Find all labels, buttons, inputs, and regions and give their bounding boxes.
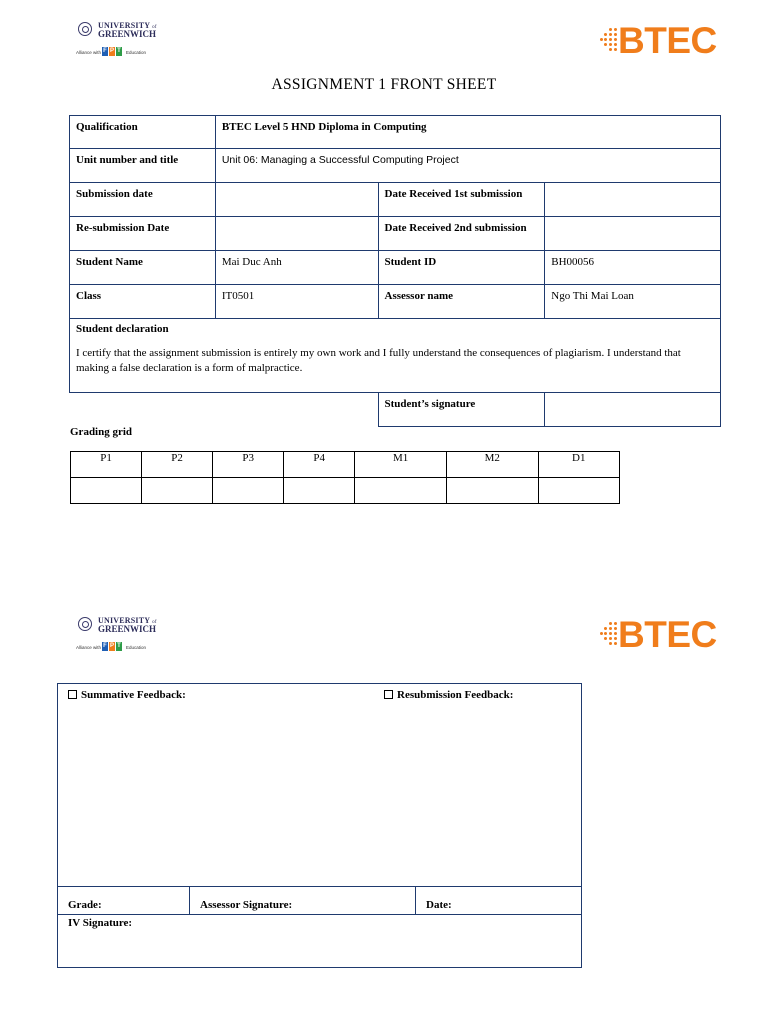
grid-cell-m2[interactable]	[446, 478, 538, 504]
assessor-label: Assessor name	[378, 285, 545, 319]
grid-cell-p4[interactable]	[284, 478, 355, 504]
date-received-1-field[interactable]	[545, 183, 721, 217]
class-label: Class	[70, 285, 216, 319]
grid-header-m1: M1	[355, 452, 447, 478]
fpt-letter: P	[109, 643, 114, 649]
grid-cell-p3[interactable]	[213, 478, 284, 504]
resubmission-checkbox[interactable]	[384, 690, 393, 699]
grid-header-p2: P2	[142, 452, 213, 478]
grid-cell-p2[interactable]	[142, 478, 213, 504]
signature-label: Student’s signature	[378, 393, 545, 427]
fpt-letter: T	[117, 48, 121, 54]
university-of-greenwich-logo-2	[76, 615, 186, 655]
logo-university-text: UNIVERSITY	[98, 616, 150, 625]
signature-field[interactable]	[545, 393, 721, 427]
logo-alliance-text: Alliance with	[76, 50, 102, 55]
fpt-letter: F	[103, 643, 107, 649]
grid-header-d1: D1	[538, 452, 619, 478]
signature-divider	[58, 914, 581, 915]
qualification-label: Qualification	[70, 116, 216, 149]
iv-signature-label: IV Signature:	[68, 917, 133, 929]
crest-icon	[78, 617, 92, 631]
feedback-divider	[58, 886, 581, 887]
btec-logo	[600, 22, 720, 62]
signature-spacer	[70, 393, 379, 427]
submission-date-field[interactable]	[215, 183, 378, 217]
crest-icon	[78, 22, 92, 36]
declaration-text: I certify that the assignment submission is entirely my own work and I fully understand the consequences of plagiarism. I understand that making a false declaration is a form of malpractice.	[76, 347, 681, 374]
logo-of-text: of	[152, 620, 157, 625]
logo-university-text: UNIVERSITY	[98, 21, 150, 30]
grid-cell-p1[interactable]	[71, 478, 142, 504]
grid-cell-m1[interactable]	[355, 478, 447, 504]
btec-wordmark: BTEC	[618, 614, 717, 655]
assessor-signature-label: Assessor Signature:	[200, 899, 293, 911]
student-id-value[interactable]: BH00056	[545, 251, 721, 285]
assessor-value[interactable]: Ngo Thi Mai Loan	[545, 285, 721, 319]
fpt-letter: T	[117, 643, 121, 649]
logo-alliance-text: Alliance with	[76, 645, 102, 650]
declaration-label: Student declaration	[76, 323, 169, 335]
fpt-logo	[102, 642, 122, 651]
grade-divider	[189, 886, 190, 914]
grid-cell-d1[interactable]	[538, 478, 619, 504]
date-label: Date:	[426, 899, 452, 911]
logo-greenwich-text: GREENWICH	[98, 29, 157, 39]
qualification-value: BTEC Level 5 HND Diploma in Computing	[215, 116, 720, 149]
grade-label: Grade:	[68, 899, 102, 911]
date-divider	[415, 886, 416, 914]
resubmission-feedback-label: Resubmission Feedback:	[397, 689, 514, 701]
grid-header-p1: P1	[71, 452, 142, 478]
fpt-logo	[102, 47, 122, 56]
btec-dots-icon	[600, 622, 620, 648]
date-received-1-label: Date Received 1st submission	[378, 183, 545, 217]
grid-header-m2: M2	[446, 452, 538, 478]
unit-value: Unit 06: Managing a Successful Computing Project	[215, 149, 720, 183]
student-id-label: Student ID	[378, 251, 545, 285]
logo-of-text: of	[152, 25, 157, 30]
btec-wordmark: BTEC	[618, 20, 717, 61]
logo-greenwich-text: GREENWICH	[98, 624, 157, 634]
grading-grid	[70, 451, 620, 504]
grid-header-p4: P4	[284, 452, 355, 478]
resubmission-feedback[interactable]	[384, 689, 513, 701]
date-received-2-field[interactable]	[545, 217, 721, 251]
front-sheet-table	[69, 115, 721, 427]
logo-education-text: Education	[126, 645, 147, 650]
class-value[interactable]: IT0501	[215, 285, 378, 319]
logo-education-text: Education	[126, 50, 147, 55]
resubmission-date-label: Re-submission Date	[70, 217, 216, 251]
university-of-greenwich-logo	[76, 20, 186, 60]
submission-date-label: Submission date	[70, 183, 216, 217]
fpt-letter: F	[103, 48, 107, 54]
student-name-label: Student Name	[70, 251, 216, 285]
unit-label: Unit number and title	[70, 149, 216, 183]
summative-feedback-label: Summative Feedback:	[81, 689, 186, 701]
summative-checkbox[interactable]	[68, 690, 77, 699]
student-name-value[interactable]: Mai Duc Anh	[215, 251, 378, 285]
feedback-box	[57, 683, 582, 968]
grading-grid-label: Grading grid	[70, 426, 133, 438]
grid-header-p3: P3	[213, 452, 284, 478]
fpt-letter: P	[109, 48, 114, 54]
btec-logo-2	[600, 616, 720, 656]
page-title: ASSIGNMENT 1 FRONT SHEET	[271, 76, 497, 93]
summative-feedback[interactable]	[68, 689, 186, 701]
btec-dots-icon	[600, 28, 620, 54]
date-received-2-label: Date Received 2nd submission	[378, 217, 545, 251]
student-declaration-cell	[70, 319, 721, 393]
resubmission-date-field[interactable]	[215, 217, 378, 251]
